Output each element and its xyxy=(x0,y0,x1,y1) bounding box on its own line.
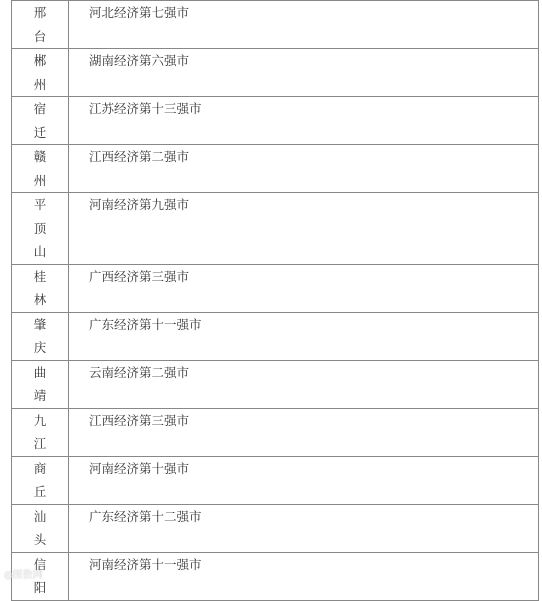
city-name-char: 平 xyxy=(33,197,47,212)
city-ranking-table xyxy=(11,0,539,601)
table-row xyxy=(12,49,539,97)
table-row xyxy=(12,1,539,49)
city-name-cell xyxy=(12,1,69,49)
city-name-char: 林 xyxy=(33,292,47,307)
table-row xyxy=(12,97,539,145)
city-name-char: 头 xyxy=(33,532,47,547)
economic-rank-cell: 广东经济第十二强市 xyxy=(69,504,539,552)
economic-rank-cell: 江西经济第二强市 xyxy=(69,145,539,193)
city-name-cell xyxy=(12,193,69,265)
city-name-cell xyxy=(12,264,69,312)
table-body xyxy=(12,1,539,601)
table-row xyxy=(12,312,539,360)
table-row xyxy=(12,552,539,600)
watermark-logo: ◎图数网 xyxy=(4,570,43,581)
city-name-cell xyxy=(12,360,69,408)
city-name-char: 桂 xyxy=(33,268,47,284)
city-name-char: 丘 xyxy=(33,484,47,499)
city-name-char: 郴 xyxy=(33,53,47,68)
city-name-char: 州 xyxy=(33,172,47,188)
economic-rank-cell: 江西经济第三强市 xyxy=(69,408,539,456)
economic-rank-cell: 云南经济第二强市 xyxy=(69,360,539,408)
city-name-char: 台 xyxy=(33,28,47,44)
city-name-cell xyxy=(12,408,69,456)
economic-rank-cell: 河南经济第十强市 xyxy=(69,456,539,504)
table-row xyxy=(12,193,539,265)
table-row xyxy=(12,456,539,504)
city-name-char: 靖 xyxy=(33,388,47,403)
economic-rank-cell: 江苏经济第十三强市 xyxy=(69,97,539,145)
economic-rank-cell: 广西经济第三强市 xyxy=(69,264,539,312)
economic-rank-cell: 河南经济第十一强市 xyxy=(69,552,539,600)
city-name-char: 山 xyxy=(33,244,47,259)
city-name-char: 商 xyxy=(33,460,47,476)
city-name-cell xyxy=(12,456,69,504)
city-name-cell xyxy=(12,145,69,193)
city-name-char: 阳 xyxy=(33,580,47,595)
city-name-char: 庆 xyxy=(33,340,47,355)
city-name-char: 宿 xyxy=(33,101,47,116)
table-row xyxy=(12,145,539,193)
city-name-char: 邢 xyxy=(33,5,47,20)
city-name-char: 州 xyxy=(33,76,47,92)
city-name-char: 江 xyxy=(33,436,47,451)
city-name-char: 信 xyxy=(33,556,47,572)
city-name-cell xyxy=(12,504,69,552)
city-name-char: 迁 xyxy=(33,124,47,140)
table-row xyxy=(12,408,539,456)
economic-rank-cell: 广东经济第十一强市 xyxy=(69,312,539,360)
city-name-char: 肇 xyxy=(33,316,47,332)
city-name-char: 汕 xyxy=(33,508,47,524)
city-name-char: 顶 xyxy=(33,220,47,236)
economic-rank-cell: 河北经济第七强市 xyxy=(69,1,539,49)
table-row xyxy=(12,504,539,552)
city-name-cell xyxy=(12,312,69,360)
economic-rank-cell: 湖南经济第六强市 xyxy=(69,49,539,97)
table-row xyxy=(12,264,539,312)
table-row xyxy=(12,360,539,408)
economic-rank-cell: 河南经济第九强市 xyxy=(69,193,539,265)
city-name-char: 曲 xyxy=(33,364,47,380)
city-name-cell xyxy=(12,97,69,145)
city-name-char: 九 xyxy=(33,412,47,428)
city-name-char: 赣 xyxy=(33,149,47,164)
city-name-cell xyxy=(12,49,69,97)
